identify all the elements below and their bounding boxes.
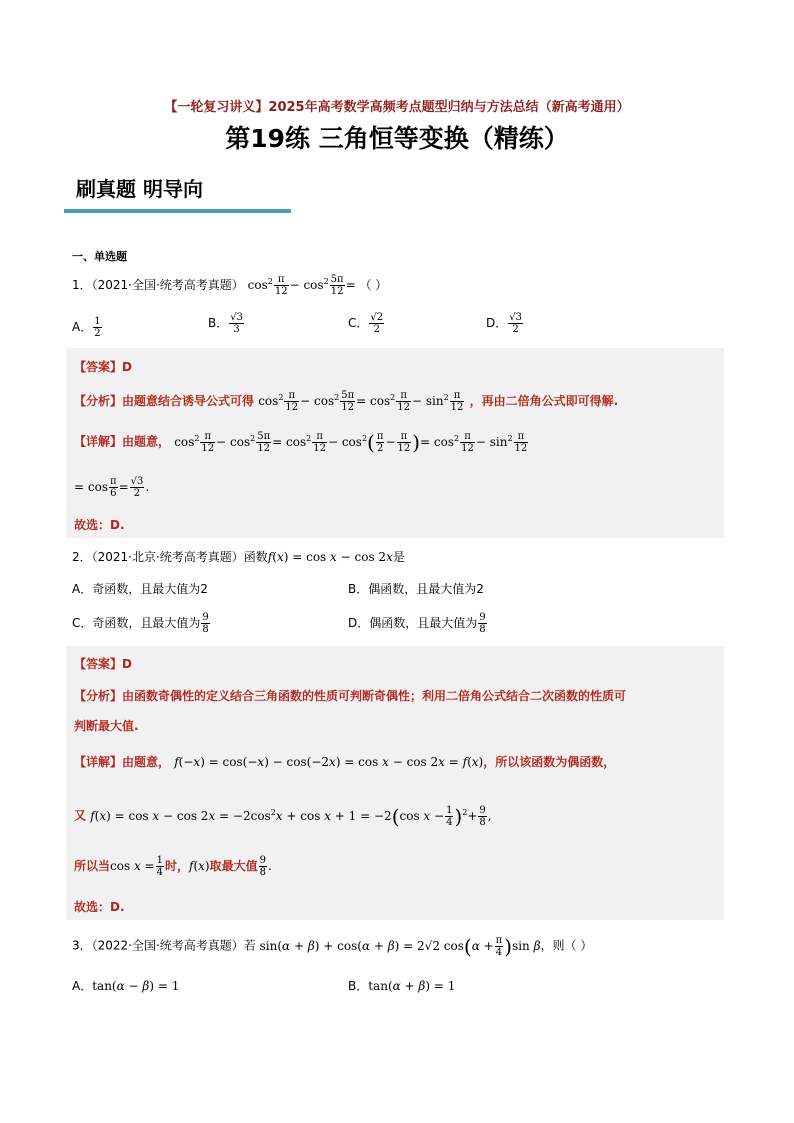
q2-option-a[interactable]: A．奇函数，且最大值为2 — [72, 582, 208, 596]
q1-detail-label: 【详解】由题意， — [74, 434, 171, 449]
page-title: 第19练 三角恒等变换（精练） — [225, 124, 569, 153]
q2-detail-label: 【详解】由题意， — [74, 755, 171, 769]
q2-max-val: 取最大值 — [209, 859, 258, 873]
q2-option-c[interactable]: C．奇函数，且最大值为 $\frac{9}{8}$ — [72, 612, 209, 635]
q1-analysis-tail: ，再由二倍角公式即可得解. — [469, 394, 619, 408]
q1-detail-result: = cos $\frac{\pi}{6}$ = $\frac{√3}{2}$ . — [74, 476, 150, 499]
document-header: 【一轮复习讲义】2025年高考数学高频考点题型归纳与方法总结（新高考通用） — [164, 100, 630, 115]
q1-option-d-label: D． — [486, 316, 508, 330]
q1-option-d[interactable]: D． $\frac{√3}{2}$ — [486, 312, 522, 335]
q3-option-a[interactable]: A．tan(α − β) = 1 — [72, 979, 180, 993]
q2-detail-3: 所以当cos x = $\frac{1}{4}$ 时，f(x)取最大值 $\frac{9}{8}$ . — [74, 855, 272, 878]
q2-when-mid: 时， — [164, 859, 189, 873]
q1-stem — [72, 274, 387, 297]
q2-option-d-label: D．偶函数，且最大值为 — [348, 616, 478, 630]
q1-option-b[interactable]: B． $\frac{√3}{3}$ — [208, 312, 243, 335]
q1-option-b-label: B． — [208, 316, 229, 330]
q3-option-b[interactable]: B．tan(α + β) = 1 — [348, 979, 456, 993]
q2-stem: 2．（2021·北京·统考高考真题）函数f(x) = cos x − cos 2x是 — [72, 550, 405, 564]
part-heading: 一、单选题 — [72, 250, 127, 263]
section-underline — [64, 209, 291, 213]
q1-option-c-label: C． — [348, 316, 369, 330]
q2-detail-2: 又 $f(x) = \cos x - \cos 2x = -2\cos^2x + \cos x + 1 = -2(\cos$ x − $\frac{1}{4}$ )$^2$+ $\frac{9}{8}$ , — [74, 804, 492, 828]
q2-answer: 【答案】D — [74, 657, 132, 671]
q1-analysis-label: 【分析】由题意结合诱导公式可得 — [74, 394, 255, 408]
q1-option-a[interactable]: A． $\frac{1}{2}$ — [72, 316, 101, 339]
q2-option-c-label: C．奇函数，且最大值为 — [72, 616, 201, 630]
q1-answer: 【答案】D — [74, 360, 132, 374]
q3-option-b-label: B． — [348, 979, 369, 993]
q1-detail: 【详解】由题意， $\cos^2$ $\frac{\pi}{12}$ − $\cos^2$ $\frac{5\pi}{12}$ = $\cos^2$ $\frac{\pi}{12}$ − $\cos^2$( $\frac{\pi}{2}$ − $\frac{\pi}{12}$ )= $\cos^2$ $\frac{\pi}{12}$ − $\sin^2$ $\frac{\pi}{12}$ — [74, 430, 528, 454]
q2-analysis-line-2: 判断最大值. — [74, 719, 139, 733]
q3-option-a-label: A． — [72, 979, 93, 993]
q2-detail: 【详解】由题意， f(−x) = cos(−x) − cos(−2x) = cos x − cos 2x = f(x)，所以该函数为偶函数， — [74, 755, 616, 769]
q3-stem-text: 3．（2022·全国·统考高考真题）若 — [72, 938, 256, 953]
q1-option-c[interactable]: C． $\frac{√2}{2}$ — [348, 312, 384, 335]
q1-formula: $\cos^2$ $\frac{\pi}{12}$ − $\cos^2$ $\frac{5\pi}{12}$ = — [247, 274, 356, 297]
q2-conclusion: 故选：D. — [74, 900, 125, 914]
q1-option-a-label: A． — [72, 320, 93, 334]
q2-so-when: 所以当 — [74, 859, 111, 873]
q2-analysis-line-1: 【分析】由函数奇偶性的定义结合三角函数的性质可判断奇偶性；利用二倍角公式结合二次函数的性质可 — [74, 689, 627, 703]
q2-again-label: 又 — [74, 808, 87, 823]
q1-conclusion: 故选：D. — [74, 518, 125, 532]
q2-option-b[interactable]: B．偶函数，且最大值为2 — [348, 582, 484, 596]
q2-option-d[interactable]: D．偶函数，且最大值为 $\frac{9}{8}$ — [348, 612, 486, 635]
q1-stem-text: 1．（2021·全国·统考高考真题） — [72, 278, 244, 292]
q3-stem-tail: ，则（ ） — [540, 938, 593, 953]
section-heading: 刷真题 明导向 — [76, 177, 203, 201]
q2-detail-tail: ，所以该函数为偶函数， — [483, 755, 616, 769]
q2-stem-text: 2．（2021·北京·统考高考真题）函数 — [72, 550, 268, 564]
q3-stem: 3．（2022·全国·统考高考真题）若 sin(α + β) + cos(α + β) = 2√2 cos(α + $\frac{\pi}{4}$ )sin β，则（ ） — [72, 934, 593, 958]
q2-stem-tail: 是 — [392, 550, 405, 564]
q1-analysis: 【分析】由题意结合诱导公式可得 $\cos^2$ $\frac{\pi}{12}$ − $\cos^2$ $\frac{5\pi}{12}$ = $\cos^2$ $\frac{\pi}{12}$ − $\sin^2$ $\frac{\pi}{12}$ ，再由二倍角公式即可得解. — [74, 390, 619, 413]
q1-tail: （ ） — [359, 278, 388, 292]
